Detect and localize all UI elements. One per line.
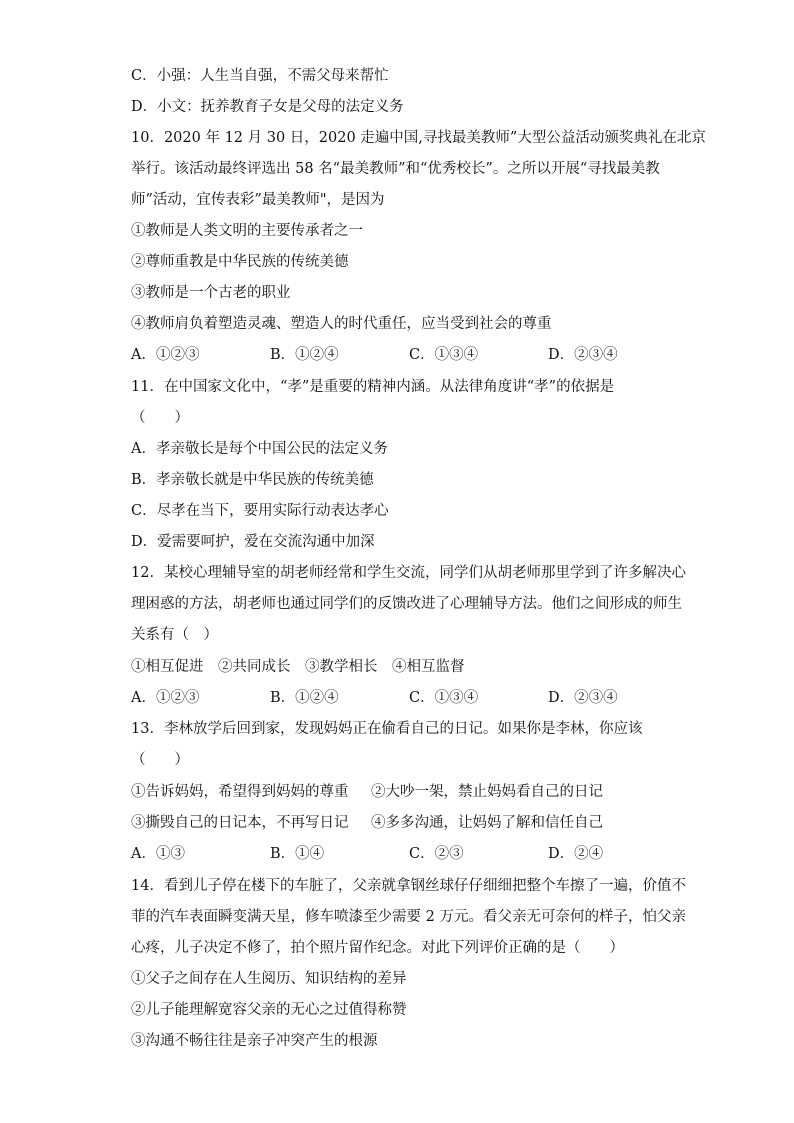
q11-stem-line-1: 11．在中国家文化中，“孝”是重要的精神内涵。从法律角度讲“孝”的依据是 — [131, 379, 615, 395]
q12-stem-line-2: 理困惑的方法，胡老师也通过同学们的反馈改进了心理辅导方法。他们之间形成的师生 — [131, 596, 682, 612]
q13-option-c: C．②③ — [409, 846, 464, 862]
q13-stem-line-1: 13．李林放学后回到家，发现妈妈正在偷看自己的日记。如果你是李林，你应该 — [131, 721, 643, 737]
q12-items: ①相互促进 ②共同成长 ③教学相长 ④相互监督 — [131, 659, 465, 675]
q12-option-a: A．①②③ — [131, 690, 200, 706]
q11-choice-d: D．爱需要呵护，爱在交流沟通中加深 — [131, 534, 375, 550]
q12-stem-line-1: 12．某校心理辅导室的胡老师经常和学生交流，同学们从胡老师那里学到了许多解决心 — [131, 565, 686, 581]
q10-stem-line-2: 举行。该活动最终评选出 58 名“最美教师”和“优秀校长”。之所以开展“寻找最美教 — [131, 161, 660, 177]
q11-choice-c: C．尽孝在当下，要用实际行动表达孝心 — [131, 503, 389, 519]
q10-option-b: B．①②④ — [270, 347, 339, 363]
q9-choice-c: C．小强：人生当自强，不需父母来帮忙 — [131, 68, 389, 84]
q13-option-d: D．②④ — [548, 846, 604, 862]
q14-item-1: ①父子之间存在人生阅历、知识结构的差异 — [131, 971, 407, 987]
q10-stem-line-3: 师”活动，宜传表彩”最美教师"，是因为 — [131, 192, 385, 208]
q11-choice-a: A．孝亲敬长是每个中国公民的法定义务 — [131, 441, 388, 457]
q10-item-3: ③教师是一个古老的职业 — [131, 285, 291, 301]
q12-option-c: C．①③④ — [409, 690, 479, 706]
q10-stem-line-1: 10．2020 年 12 月 30 日，2020 走遍中国,寻找最美教师”大型公益活动颁奖典礼在北京 — [131, 130, 706, 146]
q10-option-a: A．①②③ — [131, 347, 200, 363]
q14-stem-line-2: 菲的汽车表面瞬变满天星，修车喷漆至少需要 2 万元。看父亲无可奈何的样子，怕父亲 — [131, 909, 686, 925]
q13-option-a: A．①③ — [131, 846, 185, 862]
q14-item-3: ③沟通不畅往往是亲子冲突产生的根源 — [131, 1033, 378, 1049]
q10-item-2: ②尊师重教是中华民族的传统美德 — [131, 254, 349, 270]
q10-option-d: D．②③④ — [548, 347, 618, 363]
q12-stem-line-3: 关系有（ ） — [131, 627, 218, 643]
q10-item-1: ①教师是人类文明的主要传承者之一 — [131, 223, 363, 239]
q12-option-b: B．①②④ — [270, 690, 339, 706]
q14-item-2: ②儿子能理解宽容父亲的无心之过值得称赞 — [131, 1002, 407, 1018]
q10-option-c: C．①③④ — [409, 347, 479, 363]
q13-item-1: ①告诉妈妈，希望得到妈妈的尊重 — [131, 784, 349, 800]
q12-option-d: D．②③④ — [548, 690, 618, 706]
q14-stem-line-1: 14．看到儿子停在楼下的车脏了，父亲就拿钢丝球仔仔细细把整个车擦了一遍，价值不 — [131, 878, 686, 894]
q13-option-b: B．①④ — [270, 846, 325, 862]
q10-item-4: ④教师肩负着塑造灵魂、塑造人的时代重任，应当受到社会的尊重 — [131, 316, 552, 332]
q14-stem-line-3: 心疼，儿子决定不修了，拍个照片留作纪念。对此下列评价正确的是（ ） — [131, 940, 624, 956]
q13-item-4: ④多多沟通，让妈妈了解和信任自己 — [371, 815, 603, 831]
q9-choice-d: D．小文：抚养教育子女是父母的法定义务 — [131, 99, 404, 115]
q13-item-3: ③撕毁自己的日记本，不再写日记 — [131, 815, 349, 831]
q13-item-2: ②大吵一架，禁止妈妈看自己的日记 — [371, 784, 603, 800]
q11-stem-line-2: （ ） — [131, 410, 189, 426]
q13-stem-line-2: （ ） — [131, 752, 189, 768]
q11-choice-b: B．孝亲敬长就是中华民族的传统美德 — [131, 472, 374, 488]
